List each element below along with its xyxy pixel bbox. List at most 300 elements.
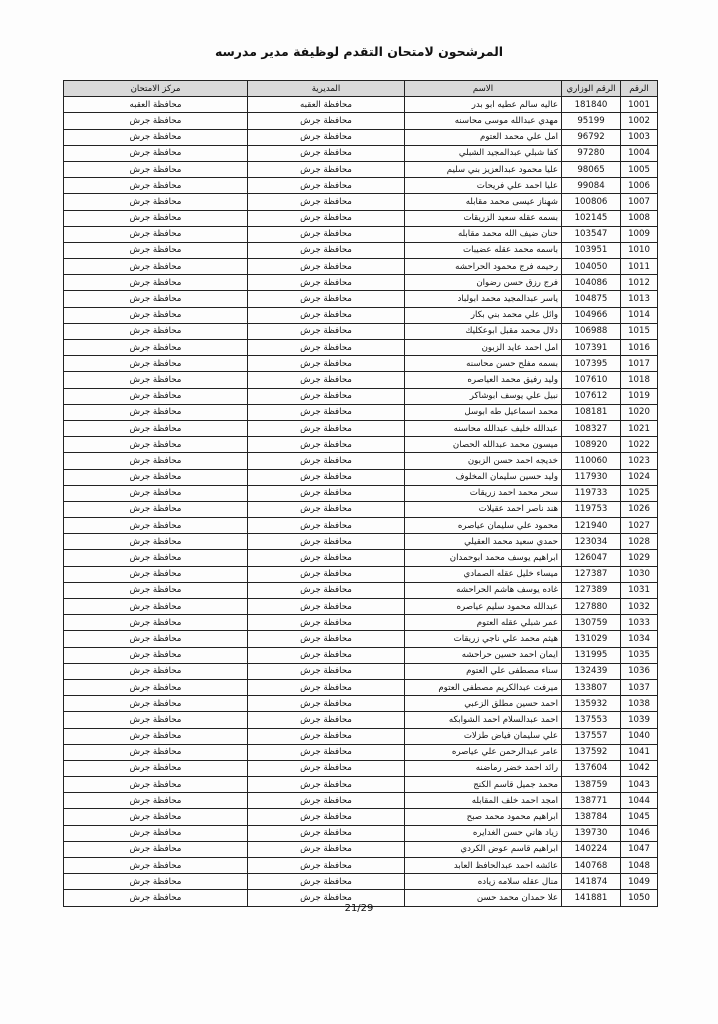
cell-number: 1003	[621, 129, 658, 145]
cell-name: وليد رفيق محمد العياصره	[405, 372, 562, 388]
table-row	[64, 437, 658, 453]
table-row	[64, 323, 658, 339]
cell-national-id: 140224	[562, 841, 621, 857]
cell-exam-center: محافظة جرش	[64, 437, 248, 453]
cell-directorate: محافظة جرش	[248, 469, 405, 485]
cell-exam-center: محافظة جرش	[64, 501, 248, 517]
cell-name: علي سليمان فياض طزلات	[405, 728, 562, 744]
cell-name: وليد حسين سليمان المخلوف	[405, 469, 562, 485]
cell-national-id: 127387	[562, 566, 621, 582]
cell-national-id: 127389	[562, 582, 621, 598]
cell-directorate: محافظة جرش	[248, 712, 405, 728]
cell-name: ياسر عبدالمجيد محمد ابولباد	[405, 291, 562, 307]
cell-exam-center: محافظة جرش	[64, 161, 248, 177]
cell-exam-center: محافظة جرش	[64, 210, 248, 226]
cell-name: مهدي عبدالله موسى محاسنه	[405, 113, 562, 129]
cell-directorate: محافظة جرش	[248, 161, 405, 177]
cell-name: وائل علي محمد بني بكار	[405, 307, 562, 323]
cell-number: 1023	[621, 453, 658, 469]
cell-national-id: 133807	[562, 679, 621, 695]
cell-number: 1016	[621, 340, 658, 356]
cell-number: 1047	[621, 841, 658, 857]
cell-national-id: 119733	[562, 485, 621, 501]
cell-number: 1007	[621, 194, 658, 210]
table-row	[64, 194, 658, 210]
cell-name: امجد احمد خلف المقابله	[405, 793, 562, 809]
cell-name: ابراهيم محمود محمد صبح	[405, 809, 562, 825]
cell-number: 1021	[621, 420, 658, 436]
cell-name: احمد عبدالسلام احمد الشوابكه	[405, 712, 562, 728]
cell-national-id: 137557	[562, 728, 621, 744]
cell-directorate: محافظة جرش	[248, 501, 405, 517]
cell-name: امل علي محمد العتوم	[405, 129, 562, 145]
cell-name: ابراهيم يوسف محمد ابوحمدان	[405, 550, 562, 566]
cell-directorate: محافظة جرش	[248, 890, 405, 906]
cell-directorate: محافظة جرش	[248, 858, 405, 874]
table-row	[64, 469, 658, 485]
cell-exam-center: محافظة جرش	[64, 663, 248, 679]
cell-exam-center: محافظة جرش	[64, 793, 248, 809]
cell-number: 1045	[621, 809, 658, 825]
cell-name: رحيمه فرج محمود الحراحشه	[405, 259, 562, 275]
cell-exam-center: محافظة جرش	[64, 744, 248, 760]
cell-national-id: 117930	[562, 469, 621, 485]
table-row	[64, 226, 658, 242]
cell-national-id: 106988	[562, 323, 621, 339]
cell-exam-center: محافظة جرش	[64, 356, 248, 372]
cell-name: فرج رزق حسن رضوان	[405, 275, 562, 291]
cell-national-id: 140768	[562, 858, 621, 874]
cell-exam-center: محافظة جرش	[64, 599, 248, 615]
cell-exam-center: محافظة جرش	[64, 647, 248, 663]
cell-number: 1010	[621, 242, 658, 258]
cell-national-id: 100806	[562, 194, 621, 210]
cell-directorate: محافظة جرش	[248, 696, 405, 712]
cell-directorate: محافظة جرش	[248, 518, 405, 534]
table-body	[64, 97, 658, 906]
cell-national-id: 123034	[562, 534, 621, 550]
table-row	[64, 113, 658, 129]
table-row	[64, 599, 658, 615]
cell-national-id: 108327	[562, 420, 621, 436]
cell-number: 1009	[621, 226, 658, 242]
cell-national-id: 131995	[562, 647, 621, 663]
cell-directorate: محافظة جرش	[248, 777, 405, 793]
table-row	[64, 501, 658, 517]
cell-directorate: محافظة جرش	[248, 793, 405, 809]
cell-directorate: محافظة جرش	[248, 679, 405, 695]
table-row	[64, 420, 658, 436]
cell-name: ميرفت عبدالكريم مصطفى العتوم	[405, 679, 562, 695]
cell-directorate: محافظة جرش	[248, 599, 405, 615]
table-row	[64, 793, 658, 809]
cell-national-id: 126047	[562, 550, 621, 566]
table-row	[64, 663, 658, 679]
cell-number: 1008	[621, 210, 658, 226]
cell-exam-center: محافظة جرش	[64, 728, 248, 744]
table-row	[64, 372, 658, 388]
table-row	[64, 566, 658, 582]
cell-directorate: محافظة جرش	[248, 178, 405, 194]
cell-number: 1012	[621, 275, 658, 291]
header-name: الاسم	[405, 81, 562, 97]
table-row	[64, 340, 658, 356]
table-row	[64, 744, 658, 760]
cell-national-id: 139730	[562, 825, 621, 841]
cell-directorate: محافظة جرش	[248, 550, 405, 566]
cell-national-id: 104875	[562, 291, 621, 307]
table-row	[64, 178, 658, 194]
cell-national-id: 138784	[562, 809, 621, 825]
cell-national-id: 103951	[562, 242, 621, 258]
cell-exam-center: محافظة جرش	[64, 485, 248, 501]
cell-exam-center: محافظة جرش	[64, 178, 248, 194]
cell-national-id: 108181	[562, 404, 621, 420]
cell-name: محمد اسماعيل طه ابوسل	[405, 404, 562, 420]
cell-name: عبدالله محمود سليم عياصره	[405, 599, 562, 615]
table-row	[64, 485, 658, 501]
cell-national-id: 127880	[562, 599, 621, 615]
cell-directorate: محافظة جرش	[248, 340, 405, 356]
cell-exam-center: محافظة جرش	[64, 518, 248, 534]
cell-number: 1014	[621, 307, 658, 323]
table-row	[64, 728, 658, 744]
cell-national-id: 104086	[562, 275, 621, 291]
cell-number: 1048	[621, 858, 658, 874]
cell-national-id: 131029	[562, 631, 621, 647]
cell-directorate: محافظة جرش	[248, 275, 405, 291]
cell-number: 1042	[621, 760, 658, 776]
cell-directorate: محافظة جرش	[248, 404, 405, 420]
cell-number: 1015	[621, 323, 658, 339]
cell-number: 1020	[621, 404, 658, 420]
cell-directorate: محافظة جرش	[248, 453, 405, 469]
cell-directorate: محافظة جرش	[248, 210, 405, 226]
cell-number: 1002	[621, 113, 658, 129]
table-row	[64, 534, 658, 550]
cell-name: نبيل علي يوسف ابوشاكر	[405, 388, 562, 404]
header-directorate: المديرية	[248, 81, 405, 97]
page-title: المرشحون لامتحان التقدم لوظيفة مدير مدرسه	[214, 44, 504, 59]
cell-directorate: محافظة العقبه	[248, 97, 405, 113]
cell-national-id: 102145	[562, 210, 621, 226]
cell-number: 1031	[621, 582, 658, 598]
cell-number: 1033	[621, 615, 658, 631]
cell-exam-center: محافظة جرش	[64, 631, 248, 647]
cell-exam-center: محافظة جرش	[64, 566, 248, 582]
cell-national-id: 97280	[562, 145, 621, 161]
cell-exam-center: محافظة جرش	[64, 113, 248, 129]
table-row	[64, 679, 658, 695]
cell-national-id: 107612	[562, 388, 621, 404]
cell-number: 1046	[621, 825, 658, 841]
cell-directorate: محافظة جرش	[248, 631, 405, 647]
cell-directorate: محافظة جرش	[248, 129, 405, 145]
cell-name: عمر شبلي عقله العتوم	[405, 615, 562, 631]
page-number: 21/29	[344, 903, 374, 914]
table-row	[64, 858, 658, 874]
cell-directorate: محافظة جرش	[248, 874, 405, 890]
cell-exam-center: محافظة جرش	[64, 696, 248, 712]
table-row	[64, 582, 658, 598]
cell-national-id: 138771	[562, 793, 621, 809]
cell-national-id: 104966	[562, 307, 621, 323]
cell-exam-center: محافظة جرش	[64, 809, 248, 825]
table-row	[64, 809, 658, 825]
cell-number: 1038	[621, 696, 658, 712]
cell-directorate: محافظة جرش	[248, 242, 405, 258]
table-row	[64, 145, 658, 161]
cell-number: 1019	[621, 388, 658, 404]
cell-number: 1025	[621, 485, 658, 501]
cell-directorate: محافظة جرش	[248, 372, 405, 388]
cell-number: 1001	[621, 97, 658, 113]
cell-directorate: محافظة جرش	[248, 437, 405, 453]
table-row	[64, 712, 658, 728]
cell-directorate: محافظة جرش	[248, 145, 405, 161]
cell-name: امل احمد عايد الزبون	[405, 340, 562, 356]
cell-number: 1027	[621, 518, 658, 534]
cell-number: 1044	[621, 793, 658, 809]
cell-exam-center: محافظة جرش	[64, 323, 248, 339]
cell-directorate: محافظة جرش	[248, 194, 405, 210]
table-row	[64, 210, 658, 226]
table-row	[64, 696, 658, 712]
cell-exam-center: محافظة جرش	[64, 404, 248, 420]
cell-exam-center: محافظة جرش	[64, 777, 248, 793]
cell-number: 1028	[621, 534, 658, 550]
table-row	[64, 291, 658, 307]
cell-exam-center: محافظة جرش	[64, 291, 248, 307]
cell-name: غاده يوسف هاشم الحراحشه	[405, 582, 562, 598]
cell-exam-center: محافظة جرش	[64, 340, 248, 356]
cell-exam-center: محافظة جرش	[64, 145, 248, 161]
cell-national-id: 107395	[562, 356, 621, 372]
cell-national-id: 96792	[562, 129, 621, 145]
cell-national-id: 135932	[562, 696, 621, 712]
table-row	[64, 97, 658, 113]
cell-number: 1039	[621, 712, 658, 728]
cell-national-id: 103547	[562, 226, 621, 242]
table-row	[64, 388, 658, 404]
table-row	[64, 307, 658, 323]
cell-name: علا حمدان محمد حسن	[405, 890, 562, 906]
cell-name: سناء مصطفى علي العتوم	[405, 663, 562, 679]
cell-national-id: 137604	[562, 760, 621, 776]
cell-name: رائد احمد خضر رماضنه	[405, 760, 562, 776]
cell-name: بسمه مفلح حسن محاسنه	[405, 356, 562, 372]
cell-name: عليا احمد علي فريحات	[405, 178, 562, 194]
cell-exam-center: محافظة جرش	[64, 469, 248, 485]
cell-exam-center: محافظة جرش	[64, 259, 248, 275]
table-row	[64, 631, 658, 647]
cell-number: 1049	[621, 874, 658, 890]
cell-name: دلال محمد مقبل ابوعكليك	[405, 323, 562, 339]
cell-number: 1030	[621, 566, 658, 582]
cell-national-id: 141874	[562, 874, 621, 890]
cell-exam-center: محافظة جرش	[64, 874, 248, 890]
cell-directorate: محافظة جرش	[248, 485, 405, 501]
cell-number: 1034	[621, 631, 658, 647]
header-number: الرقم	[621, 81, 658, 97]
cell-directorate: محافظة جرش	[248, 356, 405, 372]
cell-national-id: 107391	[562, 340, 621, 356]
cell-exam-center: محافظة جرش	[64, 372, 248, 388]
table-row	[64, 841, 658, 857]
cell-directorate: محافظة جرش	[248, 291, 405, 307]
cell-name: سحر محمد احمد زريقات	[405, 485, 562, 501]
cell-number: 1041	[621, 744, 658, 760]
cell-name: عائشه احمد عبدالحافظ العابد	[405, 858, 562, 874]
cell-exam-center: محافظة جرش	[64, 534, 248, 550]
cell-exam-center: محافظة جرش	[64, 129, 248, 145]
cell-name: حمدي سعيد محمد العقيلي	[405, 534, 562, 550]
cell-national-id: 110060	[562, 453, 621, 469]
cell-exam-center: محافظة جرش	[64, 582, 248, 598]
cell-exam-center: محافظة جرش	[64, 242, 248, 258]
cell-name: محمد جميل قاسم الكنج	[405, 777, 562, 793]
cell-exam-center: محافظة جرش	[64, 760, 248, 776]
cell-number: 1022	[621, 437, 658, 453]
cell-number: 1035	[621, 647, 658, 663]
cell-exam-center: محافظة جرش	[64, 388, 248, 404]
cell-name: خديجه احمد حسن الزبون	[405, 453, 562, 469]
cell-directorate: محافظة جرش	[248, 566, 405, 582]
cell-directorate: محافظة جرش	[248, 663, 405, 679]
cell-national-id: 137553	[562, 712, 621, 728]
table-row	[64, 242, 658, 258]
cell-name: هيثم محمد علي ناجي زريقات	[405, 631, 562, 647]
cell-directorate: محافظة جرش	[248, 388, 405, 404]
cell-directorate: محافظة جرش	[248, 307, 405, 323]
header-exam-center: مركز الامتحان	[64, 81, 248, 97]
cell-national-id: 104050	[562, 259, 621, 275]
cell-directorate: محافظة جرش	[248, 615, 405, 631]
cell-exam-center: محافظة جرش	[64, 194, 248, 210]
cell-name: كفا شبلي عبدالمجيد الشبلي	[405, 145, 562, 161]
cell-name: ابراهيم قاسم عوض الكردي	[405, 841, 562, 857]
cell-directorate: محافظة جرش	[248, 420, 405, 436]
cell-name: منال عقله سلامه زياده	[405, 874, 562, 890]
cell-directorate: محافظة جرش	[248, 744, 405, 760]
table-header-row	[64, 81, 658, 97]
cell-number: 1029	[621, 550, 658, 566]
cell-national-id: 181840	[562, 97, 621, 113]
cell-directorate: محافظة جرش	[248, 825, 405, 841]
cell-exam-center: محافظة جرش	[64, 841, 248, 857]
cell-exam-center: محافظة جرش	[64, 307, 248, 323]
table-row	[64, 129, 658, 145]
cell-name: احمد حسين مطلق الزعبي	[405, 696, 562, 712]
cell-national-id: 141881	[562, 890, 621, 906]
cell-name: عليا محمود عبدالعزيز بني سليم	[405, 161, 562, 177]
candidates-table	[63, 80, 658, 907]
header-national-id: الرقم الوزاري	[562, 81, 621, 97]
cell-number: 1036	[621, 663, 658, 679]
table-row	[64, 647, 658, 663]
cell-directorate: محافظة جرش	[248, 259, 405, 275]
cell-directorate: محافظة جرش	[248, 226, 405, 242]
cell-national-id: 130759	[562, 615, 621, 631]
cell-name: بسمه عقله سعيد الزريقات	[405, 210, 562, 226]
cell-name: ميساء خليل عقله الصمادي	[405, 566, 562, 582]
table-row	[64, 825, 658, 841]
table-row	[64, 760, 658, 776]
cell-directorate: محافظة جرش	[248, 582, 405, 598]
cell-directorate: محافظة جرش	[248, 647, 405, 663]
cell-number: 1024	[621, 469, 658, 485]
cell-directorate: محافظة جرش	[248, 760, 405, 776]
cell-name: عاليه سالم عطيه ابو بدر	[405, 97, 562, 113]
cell-national-id: 108920	[562, 437, 621, 453]
cell-directorate: محافظة جرش	[248, 534, 405, 550]
cell-number: 1005	[621, 161, 658, 177]
table-row	[64, 404, 658, 420]
cell-national-id: 98065	[562, 161, 621, 177]
cell-name: حنان ضيف الله محمد مقابله	[405, 226, 562, 242]
table-row	[64, 874, 658, 890]
cell-name: ميسون محمد عبدالله الحصان	[405, 437, 562, 453]
cell-name: عامر عبدالرحمن علي عياصره	[405, 744, 562, 760]
cell-directorate: محافظة جرش	[248, 809, 405, 825]
cell-directorate: محافظة جرش	[248, 113, 405, 129]
cell-number: 1004	[621, 145, 658, 161]
cell-national-id: 132439	[562, 663, 621, 679]
cell-number: 1017	[621, 356, 658, 372]
cell-number: 1032	[621, 599, 658, 615]
cell-exam-center: محافظة جرش	[64, 858, 248, 874]
table-row	[64, 518, 658, 534]
cell-national-id: 99084	[562, 178, 621, 194]
table-row	[64, 615, 658, 631]
cell-name: ايمان احمد حسين حراحشه	[405, 647, 562, 663]
cell-national-id: 137592	[562, 744, 621, 760]
cell-exam-center: محافظة جرش	[64, 550, 248, 566]
cell-exam-center: محافظة جرش	[64, 226, 248, 242]
table-row	[64, 275, 658, 291]
cell-national-id: 138759	[562, 777, 621, 793]
cell-exam-center: محافظة جرش	[64, 712, 248, 728]
cell-national-id: 119753	[562, 501, 621, 517]
cell-exam-center: محافظة جرش	[64, 275, 248, 291]
cell-number: 1026	[621, 501, 658, 517]
table-row	[64, 259, 658, 275]
cell-name: شهناز عيسى محمد مقابله	[405, 194, 562, 210]
table-row	[64, 161, 658, 177]
cell-name: هند ناصر احمد عقيلات	[405, 501, 562, 517]
cell-number: 1013	[621, 291, 658, 307]
cell-exam-center: محافظة جرش	[64, 615, 248, 631]
cell-number: 1037	[621, 679, 658, 695]
cell-number: 1043	[621, 777, 658, 793]
table-row	[64, 453, 658, 469]
cell-number: 1050	[621, 890, 658, 906]
cell-directorate: محافظة جرش	[248, 323, 405, 339]
cell-exam-center: محافظة جرش	[64, 453, 248, 469]
cell-name: عبدالله خليف عبدالله محاسنه	[405, 420, 562, 436]
cell-name: محمود علي سليمان عياصره	[405, 518, 562, 534]
table-row	[64, 777, 658, 793]
table-row	[64, 356, 658, 372]
table-row	[64, 550, 658, 566]
cell-exam-center: محافظة جرش	[64, 679, 248, 695]
cell-exam-center: محافظة العقبه	[64, 97, 248, 113]
cell-directorate: محافظة جرش	[248, 728, 405, 744]
cell-name: زياد هاني حسن الغدايره	[405, 825, 562, 841]
cell-national-id: 95199	[562, 113, 621, 129]
cell-exam-center: محافظة جرش	[64, 890, 248, 906]
cell-name: باسمه محمد عقله عضيبات	[405, 242, 562, 258]
